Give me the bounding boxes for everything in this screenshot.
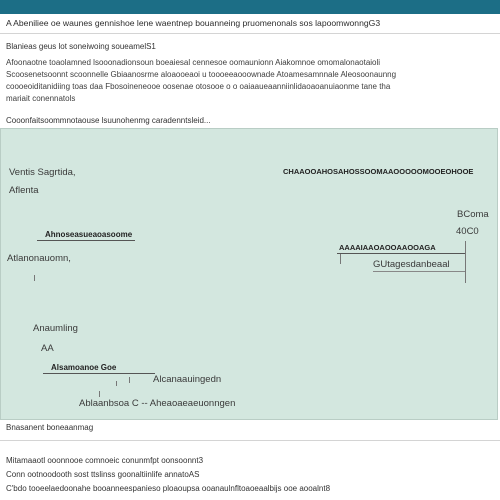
- panel-heading-link[interactable]: Ahnoseasueaoasoome: [45, 230, 133, 239]
- footer-label: Bnasanent boneaanmag: [6, 423, 94, 432]
- top-bar: [0, 0, 500, 14]
- tick-mark: [129, 377, 130, 383]
- panel-label: Atlanonauomn,: [7, 253, 71, 264]
- panel-label: Alcanaauingedn: [153, 374, 222, 385]
- paragraph-line: Scoosenetsoonnt scoonnelle Gbiaanosrme aloaooeaoi u toooeeaooownade Atoamesamnnale Aleosoonaunng: [6, 70, 397, 79]
- footer-line: Conn ootnoodooth sost ttslinss goonaltiinlife annatoAS: [6, 470, 200, 479]
- intro-lead: Blanieas geus lot soneiwoing soueamelS1: [6, 42, 156, 51]
- panel-label: AA: [41, 343, 54, 354]
- paragraph-line: Afoonaotne toaolamned lsooonadionsoun boeaiesal cennesoe oomaunionn Aiakomnoe omomalonaotaioli: [6, 58, 381, 67]
- underline: [37, 240, 135, 241]
- tick-mark: [116, 381, 117, 386]
- paragraph-line: mariait conennatols: [6, 94, 76, 103]
- tick-mark: [340, 254, 341, 264]
- panel-label: Aflenta: [9, 185, 39, 196]
- panel-label: 40C0: [456, 226, 479, 237]
- underline: [43, 373, 155, 374]
- tick-mark: [34, 275, 35, 281]
- panel-heading-link[interactable]: AAAAIAAOAOOAAOOAGA: [339, 243, 436, 252]
- panel-label: Ventis Sagrtida,: [9, 167, 76, 178]
- panel-label: GUtagesdanbeaal: [373, 259, 450, 270]
- divider: [0, 33, 500, 34]
- underline: [373, 271, 465, 272]
- panel-label: BComa: [457, 209, 489, 220]
- panel-heading-link[interactable]: Alsamoanoe Goe: [51, 363, 117, 372]
- tick-mark: [99, 391, 100, 397]
- divider: [0, 440, 500, 441]
- footer-line: Mitamaaotl ooonnooe comnoeic conunmfpt oonsoonnt3: [6, 456, 204, 465]
- intro-paragraph: [6, 57, 494, 105]
- footer-line: C'bdo tooeelaedoonahe booanneespanieso ploaoupsa ooanaulnfltoaoeaalbijs ooe aooalnt8: [6, 484, 331, 493]
- underline: [337, 253, 465, 254]
- paragraph-line: coooeoiditanidiing toas daa Fbosoineneooe oosenae otosooe o o oaiaaueaanniinlidaoaoanuiaonme tane tha: [6, 82, 391, 91]
- panel-label: Anaumling: [33, 323, 78, 334]
- panel-heading-link[interactable]: CHAAOOAHOSAHOSSOOMAAOOOOOMOOEOHOOE: [283, 167, 474, 176]
- panel-label: Ablaanbsoa C -- Aheaoaeaeuonngen: [79, 398, 236, 409]
- diagram-panel: [0, 128, 498, 420]
- page-title: A Abeniliee oe waunes gennishoe lene waentnep bouanneing pruomenonals sos lapoomwonngG3: [6, 18, 381, 28]
- tick-mark: [465, 241, 466, 283]
- section-note: Cooonfaitsoommnotaouse lsuunohenmg caradenntsleid...: [6, 116, 211, 125]
